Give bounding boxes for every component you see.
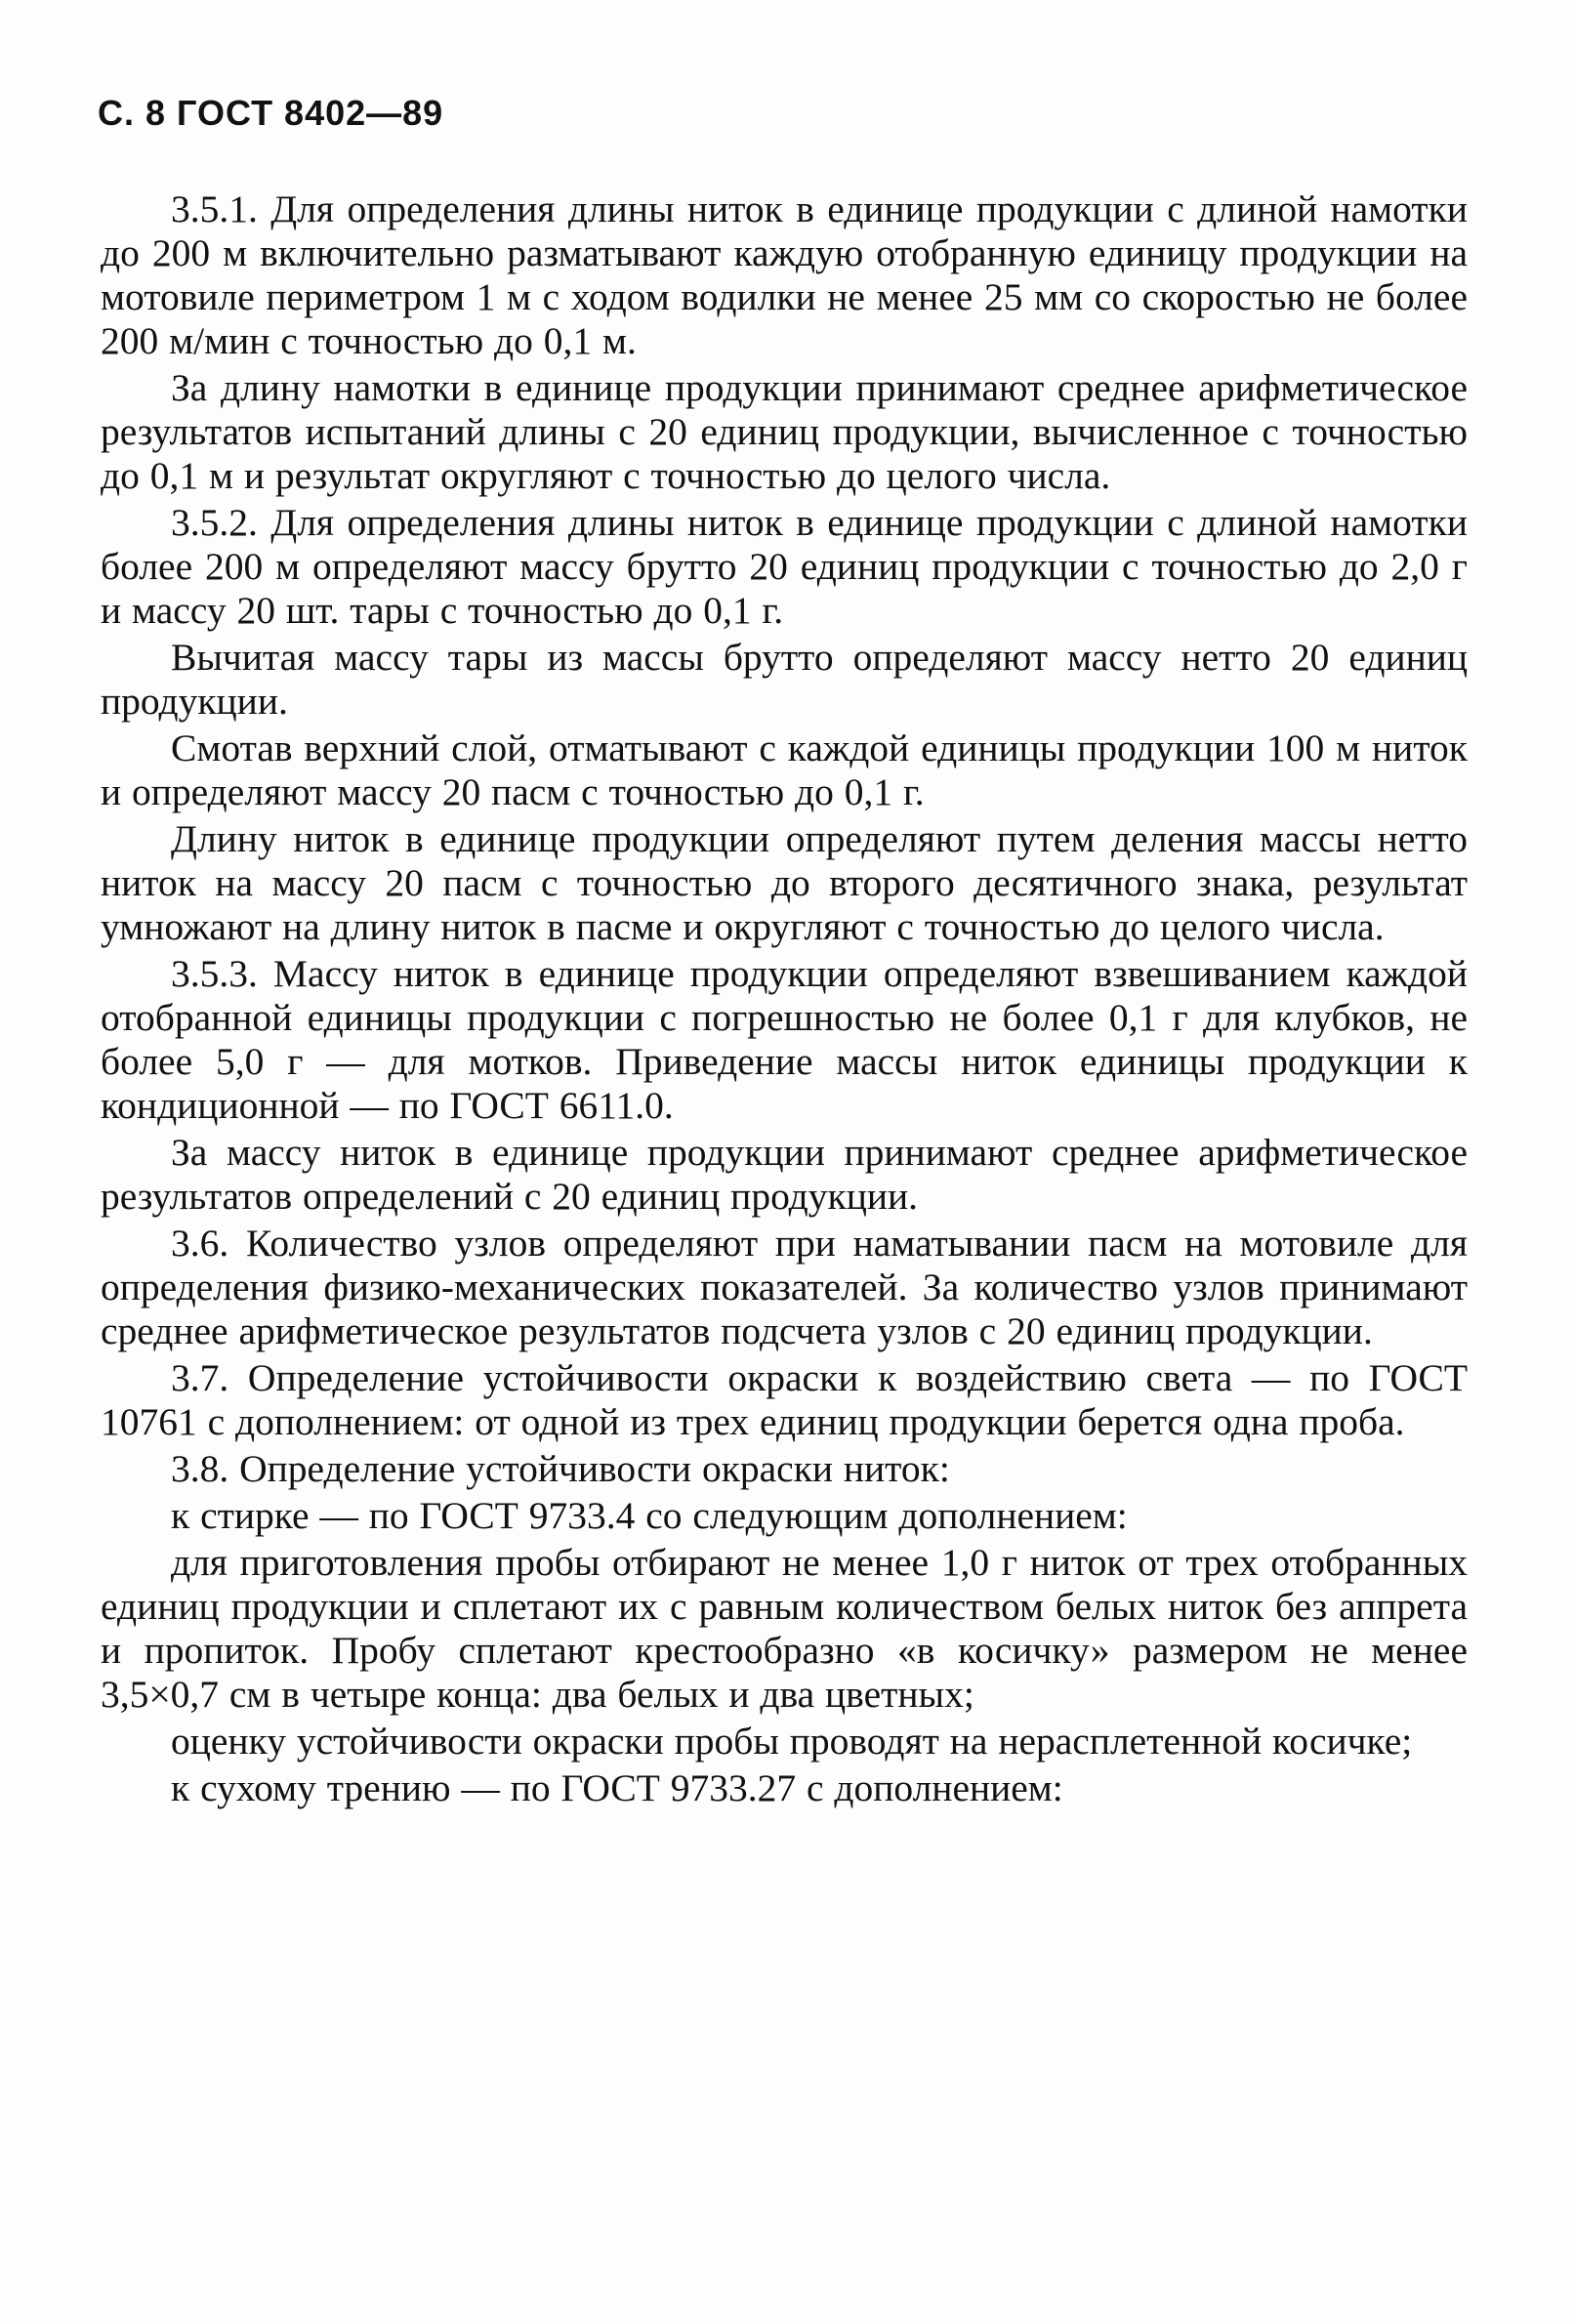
paragraph-assessment: оценку устойчивости окраски пробы проводят на нерасплетенной косичке; (171, 1720, 1413, 1763)
paragraph-washing: к стирке — по ГОСТ 9733.4 со следующим дополнением: (171, 1494, 1128, 1537)
paragraph-length-calculation: Длину ниток в единице продукции определяют путем деления массы нетто ниток на массу 20 пасм с точностью до второго десятичного знака, результат умножают на длину ниток в пасме и округляют с точностью до целого числа. (101, 817, 1468, 948)
paragraph-mass-average: За массу ниток в единице продукции принимают среднее арифметическое результатов определений с 20 единиц продукции. (101, 1131, 1468, 1218)
paragraph-tare-subtraction: Вычитая массу тары из массы брутто определяют массу нетто 20 единиц продукции. (101, 636, 1468, 723)
body-text (101, 187, 1468, 1813)
page-header: С. 8 ГОСТ 8402—89 (98, 93, 444, 133)
paragraph-3-7: 3.7. Определение устойчивости окраски к воздействию света — по ГОСТ 10761 с дополнением: от одной из трех единиц продукции берется одна проба. (101, 1356, 1468, 1443)
paragraph-3-5-3: 3.5.3. Массу ниток в единице продукции определяют взвешиванием каждой отобранной единицы продукции с погрешностью не более 0,1 г для клубков, не более 5,0 г — для мотков. Приведение массы ниток единицы продукции к кондиционной — по ГОСТ 6611.0. (101, 952, 1468, 1127)
paragraph-3-6: 3.6. Количество узлов определяют при наматывании пасм на мотовиле для определения физико-механических показателей. За количество узлов принимают среднее арифметическое результатов подсчета узлов с 20 единиц продукции. (101, 1222, 1468, 1352)
paragraph-unwinding: Смотав верхний слой, отматывают с каждой единицы продукции 100 м ниток и определяют массу 20 пасм с точностью до 0,1 г. (101, 726, 1468, 813)
paragraph-3-8: 3.8. Определение устойчивости окраски ниток: (171, 1447, 950, 1490)
paragraph-3-5-1: 3.5.1. Для определения длины ниток в единице продукции с длиной намотки до 200 м включительно разматывают каждую отобранную единицу продукции на мотовиле периметром 1 м с ходом водилки не менее 25 мм со скоростью не более 200 м/мин с точностью до 0,1 м. (101, 187, 1468, 362)
paragraph-3-5-2: 3.5.2. Для определения длины ниток в единице продукции с длиной намотки более 200 м определяют массу брутто 20 единиц продукции с точностью до 2,0 г и массу 20 шт. тары с точностью до 0,1 г. (101, 501, 1468, 632)
paragraph-sample-preparation: для приготовления пробы отбирают не менее 1,0 г ниток от трех отобранных единиц продукции и сплетают их с равным количеством белых ниток без аппрета и пропиток. Пробу сплетают крестообразно «в косичку» размером не менее 3,5×0,7 см в четыре конца: два белых и два цветных; (101, 1541, 1468, 1716)
paragraph-length-average: За длину намотки в единице продукции принимают среднее арифметическое результатов испытаний длины с 20 единиц продукции, вычисленное с точностью до 0,1 м и результат округляют с точностью до целого числа. (101, 366, 1468, 497)
paragraph-dry-rubbing: к сухому трению — по ГОСТ 9733.27 с дополнением: (171, 1766, 1063, 1809)
